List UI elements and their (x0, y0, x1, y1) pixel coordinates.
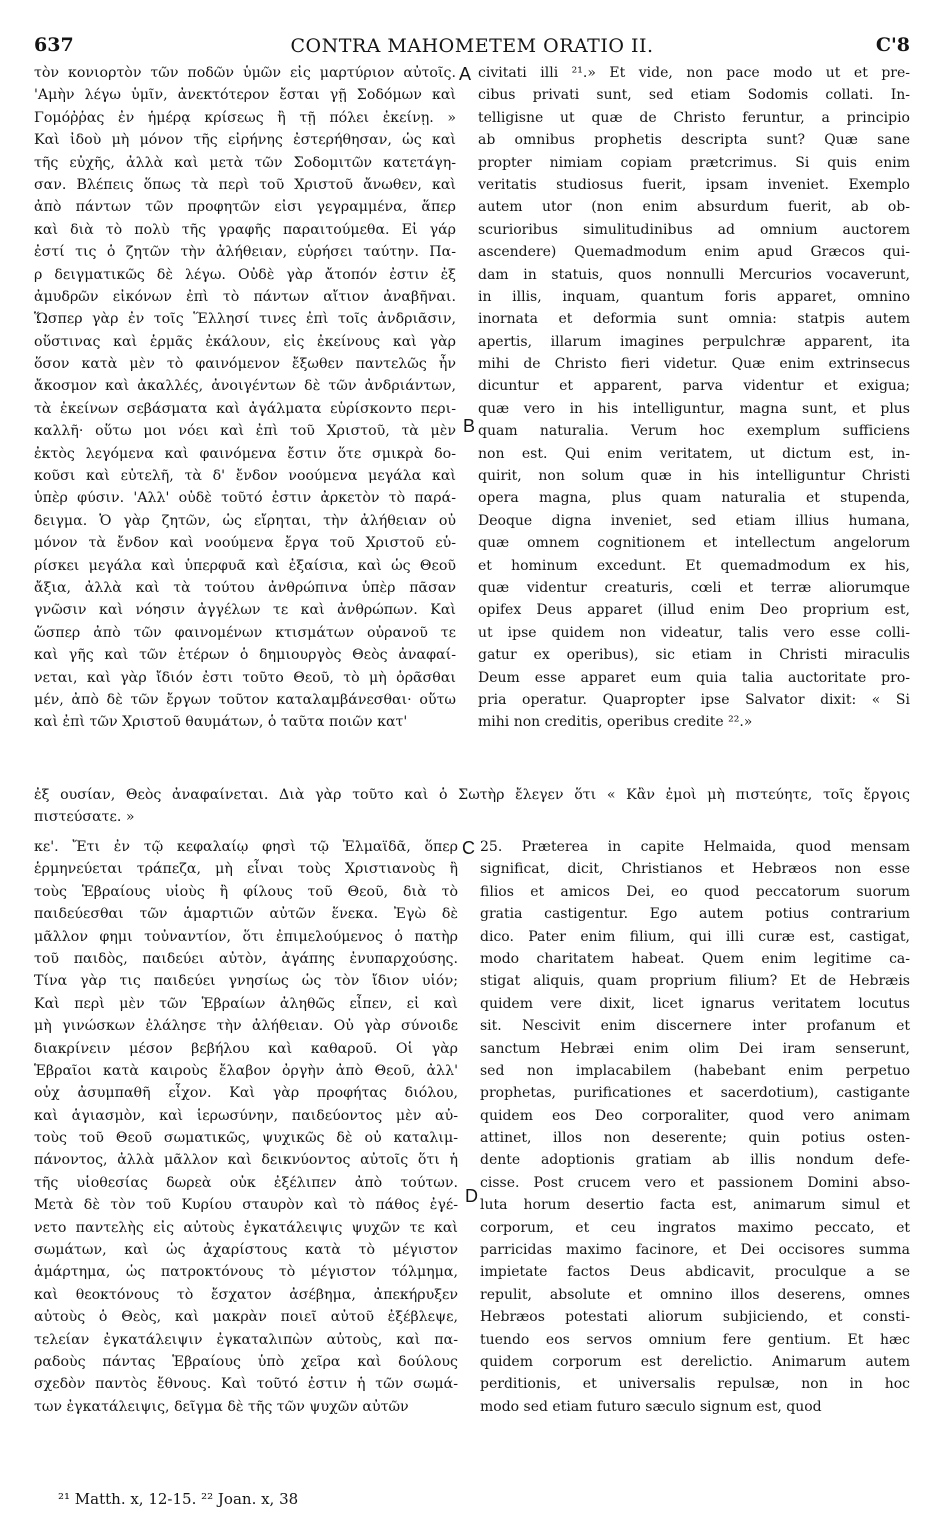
text-line: cibus privati sunt, sed etiam Sodomis collati. In- (478, 87, 910, 104)
text-line: mihi de Christo fieri videtur. Quæ enim extrinsecus (478, 356, 910, 373)
text-line: quidem corporum est derelictio. Animarum autem (480, 1353, 910, 1370)
text-line: modo charitatem habeat. Quem enim legitime ca- (480, 950, 910, 967)
text-line: πάνοντος, ἀλλὰ μᾶλλον καὶ δεικνύοντος αὐτοῖς ὅτι ἡ (34, 1152, 458, 1169)
text-line: ut ipse quidem non videatur, talis vero esse colli- (478, 624, 910, 641)
margin-mark-b: B (463, 416, 476, 436)
text-line: Deum esse apparet eum quia talia auctoritate pro- (478, 669, 910, 686)
latin-column-bottom (480, 836, 910, 1418)
text-line: διακρίνειν μέσον βεβήλου καὶ καθαροῦ. Οἱ γὰρ (34, 1040, 458, 1057)
text-line: τοὺς τοῦ Θεοῦ σωματικῶς, ψυχικῶς δὲ οὐ καταλιμ- (34, 1130, 458, 1147)
text-line: οὕστινας καὶ ἑρμᾶς ἐκάλουν, εἰς ἐκείνους καὶ γὰρ (34, 333, 456, 350)
text-line: 'Αμὴν λέγω ὑμῖν, ἀνεκτότερον ἔσται γῇ Σοδόμων καὶ (34, 87, 456, 104)
text-line: σαν. Βλέπεις ὅπως τὰ περὶ τοῦ Χριστοῦ ἄνωθεν, καὶ (34, 176, 456, 193)
text-line: sanctum Hebræi enim olim Dei iram senserunt, (480, 1040, 910, 1057)
margin-mark-c: C (462, 838, 475, 858)
text-line: καὶ ἐπὶ τῶν Χριστοῦ θαυμάτων, ὁ ταῦτα ποιῶν κατ' (34, 714, 408, 731)
text-line: των ἐγκατάλειψις, δεῖγμα δὲ τῆς τῶν ψυχῶν αὐτῶν (34, 1398, 409, 1415)
text-line: civitati illi ²¹.» Et vide, non pace modo ut et pre- (478, 65, 910, 81)
text-line: τῆς εὐχῆς, ἀλλὰ καὶ μετὰ τῶν Σοδομιτῶν κατετάγη- (34, 154, 456, 171)
text-line: μέν, ἀπὸ δὲ τῶν ἔργων τοῦτον καταλαμβάνεσθαι· οὕτω (34, 691, 456, 708)
text-line: Καὶ περὶ μὲν τῶν Ἑβραίων ἀληθῶς εἶπεν, εἰ καὶ (34, 995, 458, 1012)
text-line: quidem eos Deo corporaliter, quod vero animam (480, 1107, 910, 1124)
text-line: 25. Præterea in capite Helmaida, quod mensam (480, 839, 910, 855)
text-line: τελείαν ἐγκατάλειψιν ἐγκαταλιπὼν αὐτοὺς, καὶ πα- (34, 1331, 458, 1348)
text-line: μᾶλλον φημι τοὐναντίον, ὅτι ἐπιμελούμενος ὁ πατὴρ (34, 928, 458, 945)
text-line: μὴ γινώσκων ἐλάλησε τὴν ἀλήθειαν. Οὐ γὰρ σύνοιδε (34, 1018, 458, 1035)
text-line: πιστεύσατε. » (34, 809, 135, 826)
text-line: Καὶ ἰδοὺ μὴ μόνον τῆς εἰρήνης ἐστερήθησαν, ὡς καὶ (34, 132, 456, 149)
greek-full-width-line (34, 784, 910, 829)
text-line: ὑπὲρ φύσιν. 'Αλλ' οὐδὲ τοῦτό ἐστιν ἀρκετὸν τὸ παρά- (34, 490, 456, 507)
text-line: ὥσπερ ἀπὸ τῶν φαινομένων κτισμάτων οὐρανοῦ τε (34, 624, 456, 641)
greek-column-bottom (34, 836, 458, 1418)
text-line: dam in statuis, quos nonnulli Mercurios vocaverunt, (478, 266, 910, 283)
text-line: quæ omnem cognitionem et intellectum angelorum (478, 535, 910, 552)
text-line: quæ vero in his intelliguntur, magna sunt, et plus (478, 400, 910, 417)
text-line: Ἑβραῖοι κατὰ καιροὺς ἔλαβον ὀργὴν ἀπὸ Θεοῦ, ἀλλ' (34, 1062, 458, 1079)
text-line: ρ δειγματικῶς δὲ λέγω. Οὐδὲ γὰρ ἄτοπόν ἐστιν ἐξ (34, 266, 456, 283)
text-line: ραδοὺς πάντας Ἑβραίους ὑπὸ χεῖρα καὶ δούλους (34, 1353, 458, 1370)
text-line: quam naturalia. Verum hoc exemplum sufficiens (478, 423, 910, 440)
latin-column-top (478, 62, 910, 734)
margin-mark-d: D (465, 1186, 478, 1206)
text-line: apertis, illarum imagines perpulchræ apparent, ita (478, 333, 910, 350)
text-line: attinet, illos non deserente; quin potius osten- (480, 1130, 910, 1147)
text-line: Τίνα γὰρ τις παιδεύει γνησίως ὡς τὸν ἴδιον υἱόν; (34, 973, 458, 990)
text-line: impietate factos Deus abdicavit, proculque a se (480, 1264, 910, 1281)
text-line: tuendo eos servos omnium fere gentium. Et hæc (480, 1331, 910, 1348)
page-number-right: C'8 (875, 34, 910, 56)
text-line: ἁμάρτημα, ὡς πατροκτόνους τὸ μέγιστον τόλμημα, (34, 1264, 458, 1281)
text-line: αὐτοὺς ὁ Θεὸς, καὶ μακρὰν ποιεῖ αὐτοῦ ἐξέβλεψε, (34, 1309, 458, 1326)
text-line: veritatis studiosus fuerit, ipsam inveniet. Exemplo (478, 176, 910, 193)
text-line: σχεδὸν παντὸς ἔθνους. Καὶ τοῦτό ἐστιν ἡ τῶν σωμά- (34, 1376, 458, 1393)
text-line: inornata et deformia sunt omnia: statpis autem (478, 311, 910, 328)
text-line: δειγμα. Ὁ γὰρ ζητῶν, ὡς εἴρηται, τὴν ἀλήθειαν οὐ (34, 512, 456, 529)
text-line: prophetas, purificationes et sacerdotium), castigante (480, 1085, 910, 1102)
text-line: καλλῆ· οὕτω μοι νόει καὶ ἐπὶ τοῦ Χριστοῦ, τὰ μὲν (34, 423, 456, 440)
text-line: telligisne ut quæ de Christo feruntur, a principio (478, 109, 910, 126)
text-line: opera magna, plus quam naturalia et stupenda, (478, 490, 910, 507)
text-line: cisse. Post crucem vero et passionem Domini abso- (480, 1174, 910, 1191)
text-line: repulit, absolute et omnino illos deserens, omnes (480, 1286, 910, 1303)
text-line: filios et amicos Dei, eo quod peccatorum suorum (480, 883, 910, 900)
page-header (34, 34, 910, 60)
text-line: quirit, non solum quæ in his intelliguntur Christi (478, 468, 910, 485)
text-line: sed non implacabilem (habebant enim perpetuo (480, 1062, 910, 1079)
text-line: modo sed etiam futuro sæculo signum est, quod (480, 1398, 822, 1415)
text-line: parricidas maximo facinore, et Dei occisores summa (480, 1242, 910, 1259)
text-line: Μετὰ δὲ τὸν τοῦ Κυρίου σταυρὸν καὶ τὸ πάθος ἐγέ- (34, 1197, 458, 1214)
text-line: νετο παντελὴς εἰς αὐτοὺς ἐγκατάλειψις ψυχῶν τε καὶ (34, 1219, 458, 1236)
text-line: significat, dicit, Christianos et Hebræos non esse (480, 861, 910, 878)
text-line: autem utor (non enim absurdum fuerit, ab ob- (478, 199, 910, 216)
text-line: τὰ ἐκείνων σεβάσματα καὶ ἀγάλματα εὑρίσκοντο περι- (34, 400, 456, 417)
text-line: ἀπὸ πάντων τῶν προφητῶν εἰσι γεγραμμένα, ἅπερ (34, 199, 456, 216)
text-line: in illis, inquam, quantum foris apparet, omnino (478, 288, 910, 305)
text-line: opifex Deus apparet (illud enim Deo proprium est, (478, 602, 910, 619)
text-line: Γομόῤῥας ἐν ἡμέρᾳ κρίσεως ἢ τῇ πόλει ἐκείνῃ. » (34, 109, 456, 126)
text-line: stigat aliquis, quam proprium filium? Et de Hebræis (480, 973, 910, 990)
text-line: Ὥσπερ γὰρ ἐν τοῖς Ἕλλησί τινες ἐπὶ τοῖς ἀνδριᾶσιν, (34, 311, 456, 328)
text-line: Deoque digna inveniet, sed etiam illius humana, (478, 512, 910, 529)
text-line: κοῦσι καὶ εὐτελῆ, τὰ δ' ἔνδον νοούμενα μεγάλα καὶ (34, 468, 456, 485)
text-line: sit. Nescivit enim discernere inter profanum et (480, 1018, 910, 1035)
text-line: scurioribus simulitudinibus ad omnium auctorem (478, 221, 910, 238)
text-line: τοῦ παιδὸς, παιδεύει αὐτὸν, ἀγάπης ἐνυπαρχούσης. (34, 950, 458, 967)
text-line: νεται, καὶ γὰρ ἴδιόν ἐστι τοῦτο Θεοῦ, τὸ μὴ ὁρᾶσθαι (34, 669, 456, 686)
text-line: ἄκοσμον καὶ ἀκαλλές, ἀνοιγέντων δὲ τῶν ἀνδριάντων, (34, 378, 456, 395)
text-line: ἑρμηνεύεται τράπεζα, μὴ εἶναι τοὺς Χριστιανοὺς ἢ (34, 861, 458, 878)
text-line: luta horum desertio facta est, animarum simul et (480, 1197, 910, 1214)
text-line: non est. Qui enim veritatem, ut dictum est, in- (478, 445, 910, 462)
greek-column-top (34, 62, 456, 734)
text-line: ab omnibus prophetis descripta sunt? Quæ sane (478, 132, 910, 149)
text-line: τὸν κονιορτὸν τῶν ποδῶν ὑμῶν εἰς μαρτύριον αὐτοῖς. (34, 65, 456, 81)
text-line: propter nimiam copiam prætcrimus. Si quis enim (478, 154, 910, 171)
text-line: μόνον τὰ ἔνδον καὶ νοούμενα ἔργα τοῦ Χριστοῦ εὑ- (34, 535, 456, 552)
text-line: ἐστί τις ὁ ζητῶν τὴν ἀλήθειαν, εὑρήσει ταύτην. Πα- (34, 244, 456, 261)
text-line: et hominum excedunt. Et quemadmodum ex his, (478, 557, 910, 574)
text-line: ἐκτὸς λεγόμενα καὶ φαινόμενα ἔστιν ὅτε σμικρὰ δο- (34, 445, 456, 462)
text-line: ascendere) Quemadmodum enim apud Græcos qui- (478, 244, 910, 261)
text-line: κε'. Ἔτι ἐν τῷ κεφαλαίῳ φησὶ τῷ Ἐλμαϊδᾶ, ὅπερ (34, 839, 458, 855)
text-line: ρίσκει μεγάλα καὶ ὑπερφυᾶ καὶ ἐξαίσια, καὶ ὡς Θεοῦ (34, 557, 456, 574)
text-line: τοὺς Ἑβραίους υἱοὺς ἢ φίλους τοῦ Θεοῦ, διὰ τὸ (34, 883, 458, 900)
text-line: οὐχ ἀσυμπαθῆ εἶχον. Καὶ γὰρ προφήτας διόλου, (34, 1085, 458, 1102)
text-line: ἀμυδρῶν εἰκόνων ἐπὶ τὸ πάντων αἴτιον ἀναβῆναι. (34, 288, 456, 305)
text-line: quidem vere dixit, licet ignarus veritatem locutus (480, 995, 910, 1012)
text-line: dente adoptionis gratiam ab illis nondum defe- (480, 1152, 910, 1169)
text-line: ἐξ ουσίαν, Θεὸς ἀναφαίνεται. Διὰ γὰρ τοῦτο καὶ ὁ Σωτὴρ ἔλεγεν ὅτι « Κἂν ἐμοὶ μὴ πιστεύητε, τοῖς ἔργοις (34, 787, 910, 803)
footnotes: ²¹ Matth. x, 12-15. ²² Joan. x, 38 (58, 1490, 299, 1508)
text-line: dicuntur et apparent, parva videntur et exigua; (478, 378, 910, 395)
text-line: pria operatur. Quapropter ipse Salvator dixit: « Si (478, 691, 910, 708)
text-line: perditionis, et universalis repulsæ, non in hoc (480, 1376, 910, 1393)
text-line: καὶ γῆς καὶ τῶν ἑτέρων ὁ δημιουργὸς Θεὸς ἀναφαί- (34, 647, 456, 664)
text-line: gatur ex operibus), sic etiam in Christi miraculis (478, 647, 910, 664)
text-line: ἄξια, ἀλλὰ καὶ τὰ τούτου ἀνθρώπινα ὑπὲρ πᾶσαν (34, 579, 456, 596)
text-line: παιδεύεσθαι τῶν ἁμαρτιῶν αὐτῶν ἕνεκα. Ἐγὼ δὲ (34, 906, 458, 923)
running-title: CONTRA MAHOMETEM ORATIO II. (290, 35, 654, 57)
page-number-left: 637 (34, 34, 74, 56)
text-line: γνῶσιν καὶ νόησιν ἀγγέλων τε καὶ ἀνθρώπων. Καὶ (34, 602, 456, 619)
text-line: καὶ διὰ τὸ πολὺ τῆς γραφῆς παραιτούμεθα. Εἰ γάρ (34, 221, 456, 238)
text-line: mihi non creditis, operibus credite ²².» (478, 714, 753, 731)
text-line: καὶ θεοκτόνους τὸ ἔσχατον ἀσέβημα, ἀπεκήρυξεν (34, 1286, 458, 1303)
text-line: τῆς υἱοθεσίας δωρεὰ οὐκ ἐξέλιπεν ἀπὸ τούτων. (34, 1174, 458, 1191)
text-line: corporum, et ceu ingratos maximo peccato, et (480, 1219, 910, 1236)
text-line: καὶ ἁγιασμὸν, καὶ ἱερωσύνην, παιδεύοντος μὲν αὐ- (34, 1107, 458, 1124)
text-line: ὅσον κατὰ μὲν τὸ φαινόμενον ἔξωθεν παντελῶς ἦν (34, 356, 456, 373)
text-line: σωμάτων, καὶ ὡς ἀχαρίστους κατὰ τὸ μέγιστον (34, 1242, 458, 1259)
margin-mark-a: A (459, 64, 472, 84)
text-line: quæ videntur creaturis, cœli et terræ aliorumque (478, 579, 910, 596)
text-line: dico. Pater enim filium, qui illi curæ est, castigat, (480, 928, 910, 945)
text-line: gratia castigentur. Ego autem potius contrarium (480, 906, 910, 923)
text-line: Hebræos potestati aliorum subjiciendo, et consti- (480, 1309, 910, 1326)
